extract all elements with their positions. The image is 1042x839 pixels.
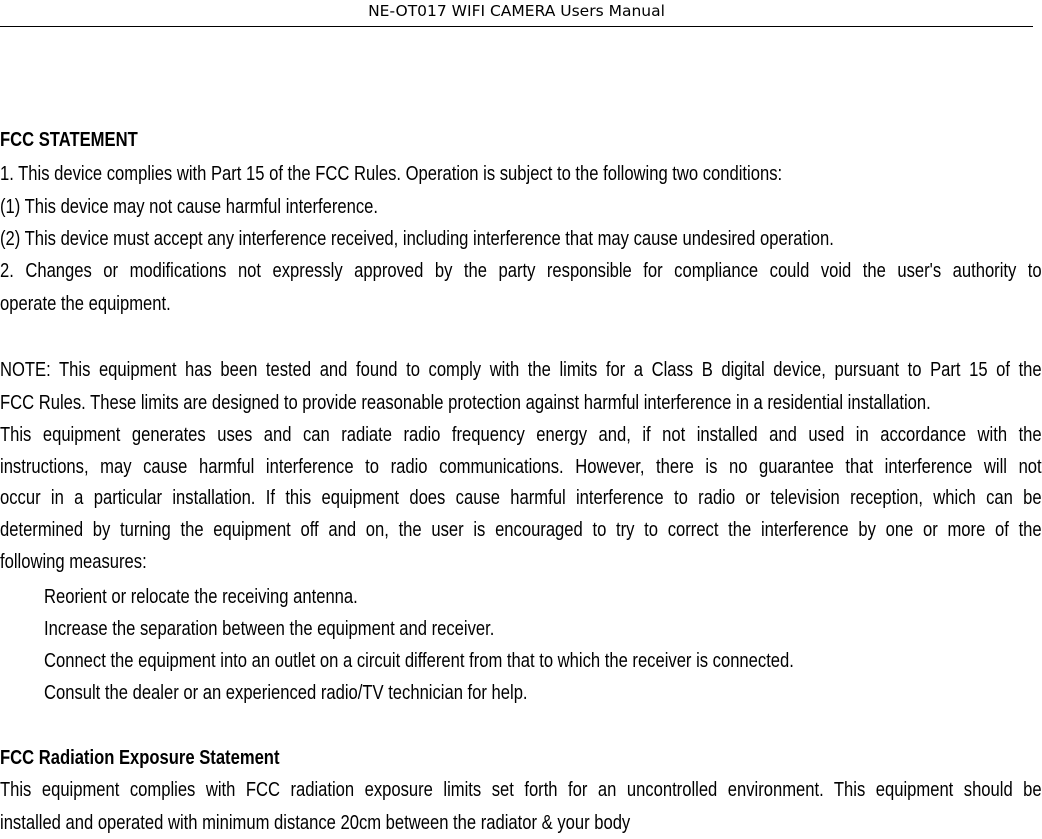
fcc-line: (1) This device may not cause harmful interference. (0, 196, 378, 218)
fcc-heading: FCC STATEMENT (0, 129, 138, 151)
note-line: instructions, may cause harmful interference to radio communications. However, there is no guarantee that interference will not (0, 456, 1042, 478)
note-line: occur in a particular installation. If this equipment does cause harmful interference to radio or television reception, which can be (0, 487, 1042, 509)
radiation-heading: FCC Radiation Exposure Statement (0, 747, 280, 769)
fcc-line: operate the equipment. (0, 293, 171, 315)
measure-item: Consult the dealer or an experienced radio/TV technician for help. (44, 682, 528, 704)
note-line: FCC Rules. These limits are designed to provide reasonable protection against harmful interference in a residential installation. (0, 392, 931, 414)
radiation-line: installed and operated with minimum distance 20cm between the radiator & your body (0, 812, 631, 834)
note-line: NOTE: This equipment has been tested and found to comply with the limits for a Class B digital device, pursuant to Part 15 of the (0, 359, 1042, 381)
measure-item: Connect the equipment into an outlet on a circuit different from that to which the receiver is connected. (44, 650, 794, 672)
fcc-line: (2) This device must accept any interference received, including interference that may cause undesired operation. (0, 228, 834, 250)
measure-item: Increase the separation between the equipment and receiver. (44, 618, 495, 640)
note-line: determined by turning the equipment off and on, the user is encouraged to try to correct the interference by one or more of the (0, 519, 1042, 541)
measure-item: Reorient or relocate the receiving antenna. (44, 586, 358, 608)
radiation-line: This equipment complies with FCC radiation exposure limits set forth for an uncontrolled environment. This equipment should be (0, 779, 1042, 801)
page-header-title: NE-OT017 WIFI CAMERA Users Manual (368, 2, 665, 20)
header-rule (0, 26, 1033, 27)
note-line: This equipment generates uses and can radiate radio frequency energy and, if not installed and used in accordance with the (0, 424, 1042, 446)
fcc-line: 1. This device complies with Part 15 of the FCC Rules. Operation is subject to the following two conditions: (0, 163, 783, 185)
note-line: following measures: (0, 551, 147, 573)
fcc-line: 2. Changes or modifications not expressly approved by the party responsible for compliance could void the user's authority to (0, 260, 1042, 282)
